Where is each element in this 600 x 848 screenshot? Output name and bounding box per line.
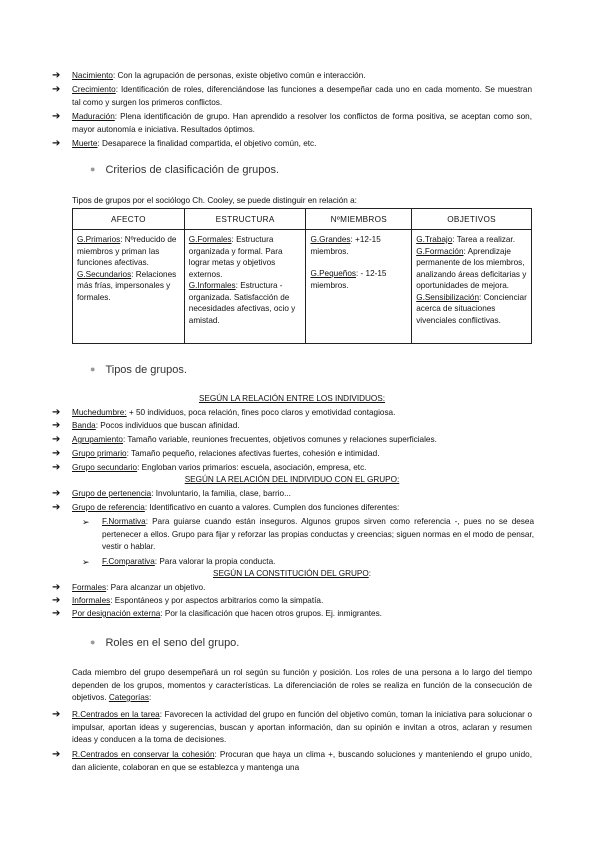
subsection-title <box>52 569 532 578</box>
cell-term: G.Pequeños <box>310 269 356 278</box>
list-item <box>52 595 532 608</box>
list-item <box>52 420 532 433</box>
heading-text: Tipos de grupos. <box>105 364 187 376</box>
nested-list-item <box>82 556 534 569</box>
cell-term: G.Sensibilización <box>416 292 480 302</box>
item-term: Grupo secundario <box>72 463 138 472</box>
item-term: Muerte <box>72 139 98 148</box>
cell-text: : +12-15 miembros. <box>310 235 381 256</box>
item-term: Crecimiento <box>72 85 116 94</box>
column-header: ESTRUCTURA <box>184 209 306 230</box>
arrow-icon: ➔ <box>52 407 61 418</box>
arrow-icon: ➔ <box>52 138 61 149</box>
item-text: + 50 individuos, poca relación, fines poco claros y emotividad contagiosa. <box>126 408 396 417</box>
cell-text: : Estructura organizada y formal. Para lograr metas y objetivos externos. <box>188 235 283 279</box>
item-term: Grupo de pertenencia <box>72 489 152 498</box>
list-item <box>52 111 532 136</box>
item-term: R.Centrados en la tarea <box>72 710 160 719</box>
table-cell-objetivos <box>412 230 532 344</box>
item-text: : Para guiarse cuando están inseguros. Algunos grupos sirven como referencia -, pues no se desea pertenecer a ellos. Grupo para fijar y reforzar las propias conductas y creencias; siguen normas en el modo de pensar, vestir o hablar. <box>102 517 534 551</box>
item-text: : Por la clasificación que hacen otros grupos. Ej. inmigrantes. <box>160 609 382 618</box>
item-text: : Procuran que haya un clima +, buscando soluciones y manteniendo el grupo unido, dan aliciente, colaboran en que se establezca y mantenga una <box>72 750 532 772</box>
item-term: Formales <box>72 583 107 592</box>
table-cell-miembros <box>306 230 412 344</box>
subsection-title: SEGÚN LA RELACIÓN ENTRE LOS INDIVIDUOS: <box>198 394 386 403</box>
cell-text: : - 12-15 miembros. <box>310 269 387 290</box>
item-text: : Espontáneos y por aspectos arbitrarios como la simpatía. <box>110 596 324 605</box>
subsection-title: SEGÚN LA RELACIÓN DEL INDIVIDUO CON EL GRUPO: <box>184 475 400 484</box>
column-header: AFECTO <box>73 209 185 230</box>
arrow-icon: ➔ <box>52 420 61 431</box>
item-term: Muchedumbre: <box>72 408 127 417</box>
arrow-icon: ➔ <box>52 582 61 593</box>
item-term: Agrupamiento <box>72 435 123 444</box>
list-item <box>52 608 532 621</box>
item-term: F.Comparativa <box>102 557 155 566</box>
list-item <box>52 582 532 595</box>
item-term: F.Normativa <box>102 517 146 526</box>
heading-text: Roles en el seno del grupo. <box>105 637 240 649</box>
roles-paragraph <box>72 667 532 705</box>
item-term: Maduración <box>72 112 115 121</box>
arrow-icon: ➔ <box>52 595 61 606</box>
item-text: : Desaparece la finalidad compartida, el objetivo común, etc. <box>97 139 317 148</box>
arrow-icon: ➔ <box>52 462 61 473</box>
item-text: : Tamaño variable, reuniones frecuentes, objetivos comunes y relaciones superficiales. <box>122 435 437 444</box>
bullet-icon: ● <box>90 164 96 174</box>
nested-list-item <box>82 516 534 554</box>
bullet-icon: ● <box>90 637 96 647</box>
arrow-icon: ➔ <box>52 84 61 95</box>
list-item <box>52 70 532 83</box>
item-term: R.Centrados en conservar la cohesión <box>72 750 215 759</box>
cell-text: : Aprendizaje permanente de los miembros, analizando áreas deficitarias y oportunidades de mejora. <box>416 246 527 290</box>
column-header: OBJETIVOS <box>412 209 532 230</box>
list-item <box>52 749 532 774</box>
item-text: : Pocos individuos que buscan afinidad. <box>95 421 240 430</box>
sub-arrow-icon: ➢ <box>82 517 90 527</box>
cell-term: G.Grandes <box>310 235 351 244</box>
item-term: Nacimiento <box>72 71 113 80</box>
cell-text: : Estructura - organizada. Satisfacción de necesidades afectivas, ocio y amistad. <box>188 281 296 325</box>
cell-term: G.Primarios <box>77 235 121 244</box>
cell-text: : Concienciar acerca de situaciones vivenciales conflictivas. <box>416 292 527 325</box>
bullet-icon: ● <box>90 364 96 374</box>
item-text: : Plena identificación de grupo. Han aprendido a resolver los conflictos de forma positiva, se aceptan como son, mayor autonomía e iniciativa. Resultados óptimos. <box>72 112 532 134</box>
arrow-icon: ➔ <box>52 488 61 499</box>
list-item <box>52 84 532 109</box>
paragraph-end: : <box>148 693 152 702</box>
item-term: Grupo de referencia <box>72 503 145 512</box>
arrow-icon: ➔ <box>52 70 61 81</box>
section-heading <box>90 364 187 376</box>
cell-term: G.Formales <box>188 235 232 244</box>
table-intro: Tipos de grupos por el sociólogo Ch. Cooley, se puede distinguir en relación a: <box>72 196 357 205</box>
item-text: : Con la agrupación de personas, existe objetivo común e interacción. <box>112 71 366 80</box>
list-item <box>52 407 532 420</box>
arrow-icon: ➔ <box>52 448 61 459</box>
list-item <box>52 709 532 747</box>
list-item <box>52 434 532 447</box>
item-term: Por designación externa <box>72 609 161 618</box>
list-item <box>52 488 532 501</box>
arrow-icon: ➔ <box>52 111 61 122</box>
column-header: NºMIEMBROS <box>306 209 412 230</box>
arrow-icon: ➔ <box>52 502 61 513</box>
item-text: : Para valorar la propia conducta. <box>154 557 276 566</box>
classification-table <box>72 208 532 344</box>
subsection-title-text: SEGÚN LA CONSTITUCIÓN DEL GRUPO <box>212 569 369 578</box>
cell-text: : Nºreducido de miembros y priman las funciones afectivas. <box>77 235 177 267</box>
cell-term: G.Secundarios <box>77 269 132 279</box>
section-heading <box>90 637 239 649</box>
item-text: : Identificativo en cuanto a valores. Cumplen dos funciones diferentes: <box>144 503 400 512</box>
arrow-icon: ➔ <box>52 608 61 619</box>
table-cell-estructura <box>184 230 306 344</box>
cell-term: G.Informales <box>188 281 236 290</box>
arrow-icon: ➔ <box>52 749 61 760</box>
list-item <box>52 462 532 475</box>
item-text: : Involuntario, la familia, clase, barrio... <box>151 489 291 498</box>
list-item <box>52 448 532 461</box>
item-text: : Tamaño pequeño, relaciones afectivas fuertes, cohesión e intimidad. <box>126 449 380 458</box>
arrow-icon: ➔ <box>52 709 61 720</box>
cell-text: : Relaciones más frías, impersonales y formales. <box>77 269 177 302</box>
paragraph-text: Cada miembro del grupo desempeñará un rol según su función y posición. Los roles de una persona a lo largo del tiempo dependen de los grupos, momentos y características. La diferenciación de roles se realiza en función de la consecución de objetivos. <box>72 668 532 702</box>
cell-term: G.Formación <box>416 246 464 256</box>
cell-term: G.Trabajo <box>416 235 453 244</box>
list-item <box>52 138 532 151</box>
section-heading <box>90 164 279 176</box>
sub-arrow-icon: ➢ <box>82 557 90 567</box>
table-cell-afecto <box>73 230 185 344</box>
item-term: Informales <box>72 596 111 605</box>
heading-text: Criterios de clasificación de grupos. <box>105 164 280 176</box>
item-text: : Identificación de roles, diferenciándose las funciones a desempeñar cada uno en cada momento. Se muestran tal como y surgen los primeros conflictos. <box>72 85 532 107</box>
item-text: : Para alcanzar un objetivo. <box>106 583 206 592</box>
item-term: Banda <box>72 421 96 430</box>
subsection-title-colon: : <box>368 569 372 578</box>
arrow-icon: ➔ <box>52 434 61 445</box>
cell-text: : Tarea a realizar. <box>452 235 515 244</box>
list-item <box>52 502 532 515</box>
item-text: : Favorecen la actividad del grupo en función del objetivo común, toman la iniciativa para solucionar o impulsar, aportan ideas y sugerencias, buscan y aportan información, dan su opinión e invitan a otros, aclaran y resumen ideas y conducen a la toma de decisiones. <box>72 710 532 744</box>
item-term: Grupo primario <box>72 449 127 458</box>
item-text: : Engloban varios primarios: escuela, asociación, empresa, etc. <box>137 463 367 472</box>
paragraph-term: Categorías <box>108 693 149 702</box>
